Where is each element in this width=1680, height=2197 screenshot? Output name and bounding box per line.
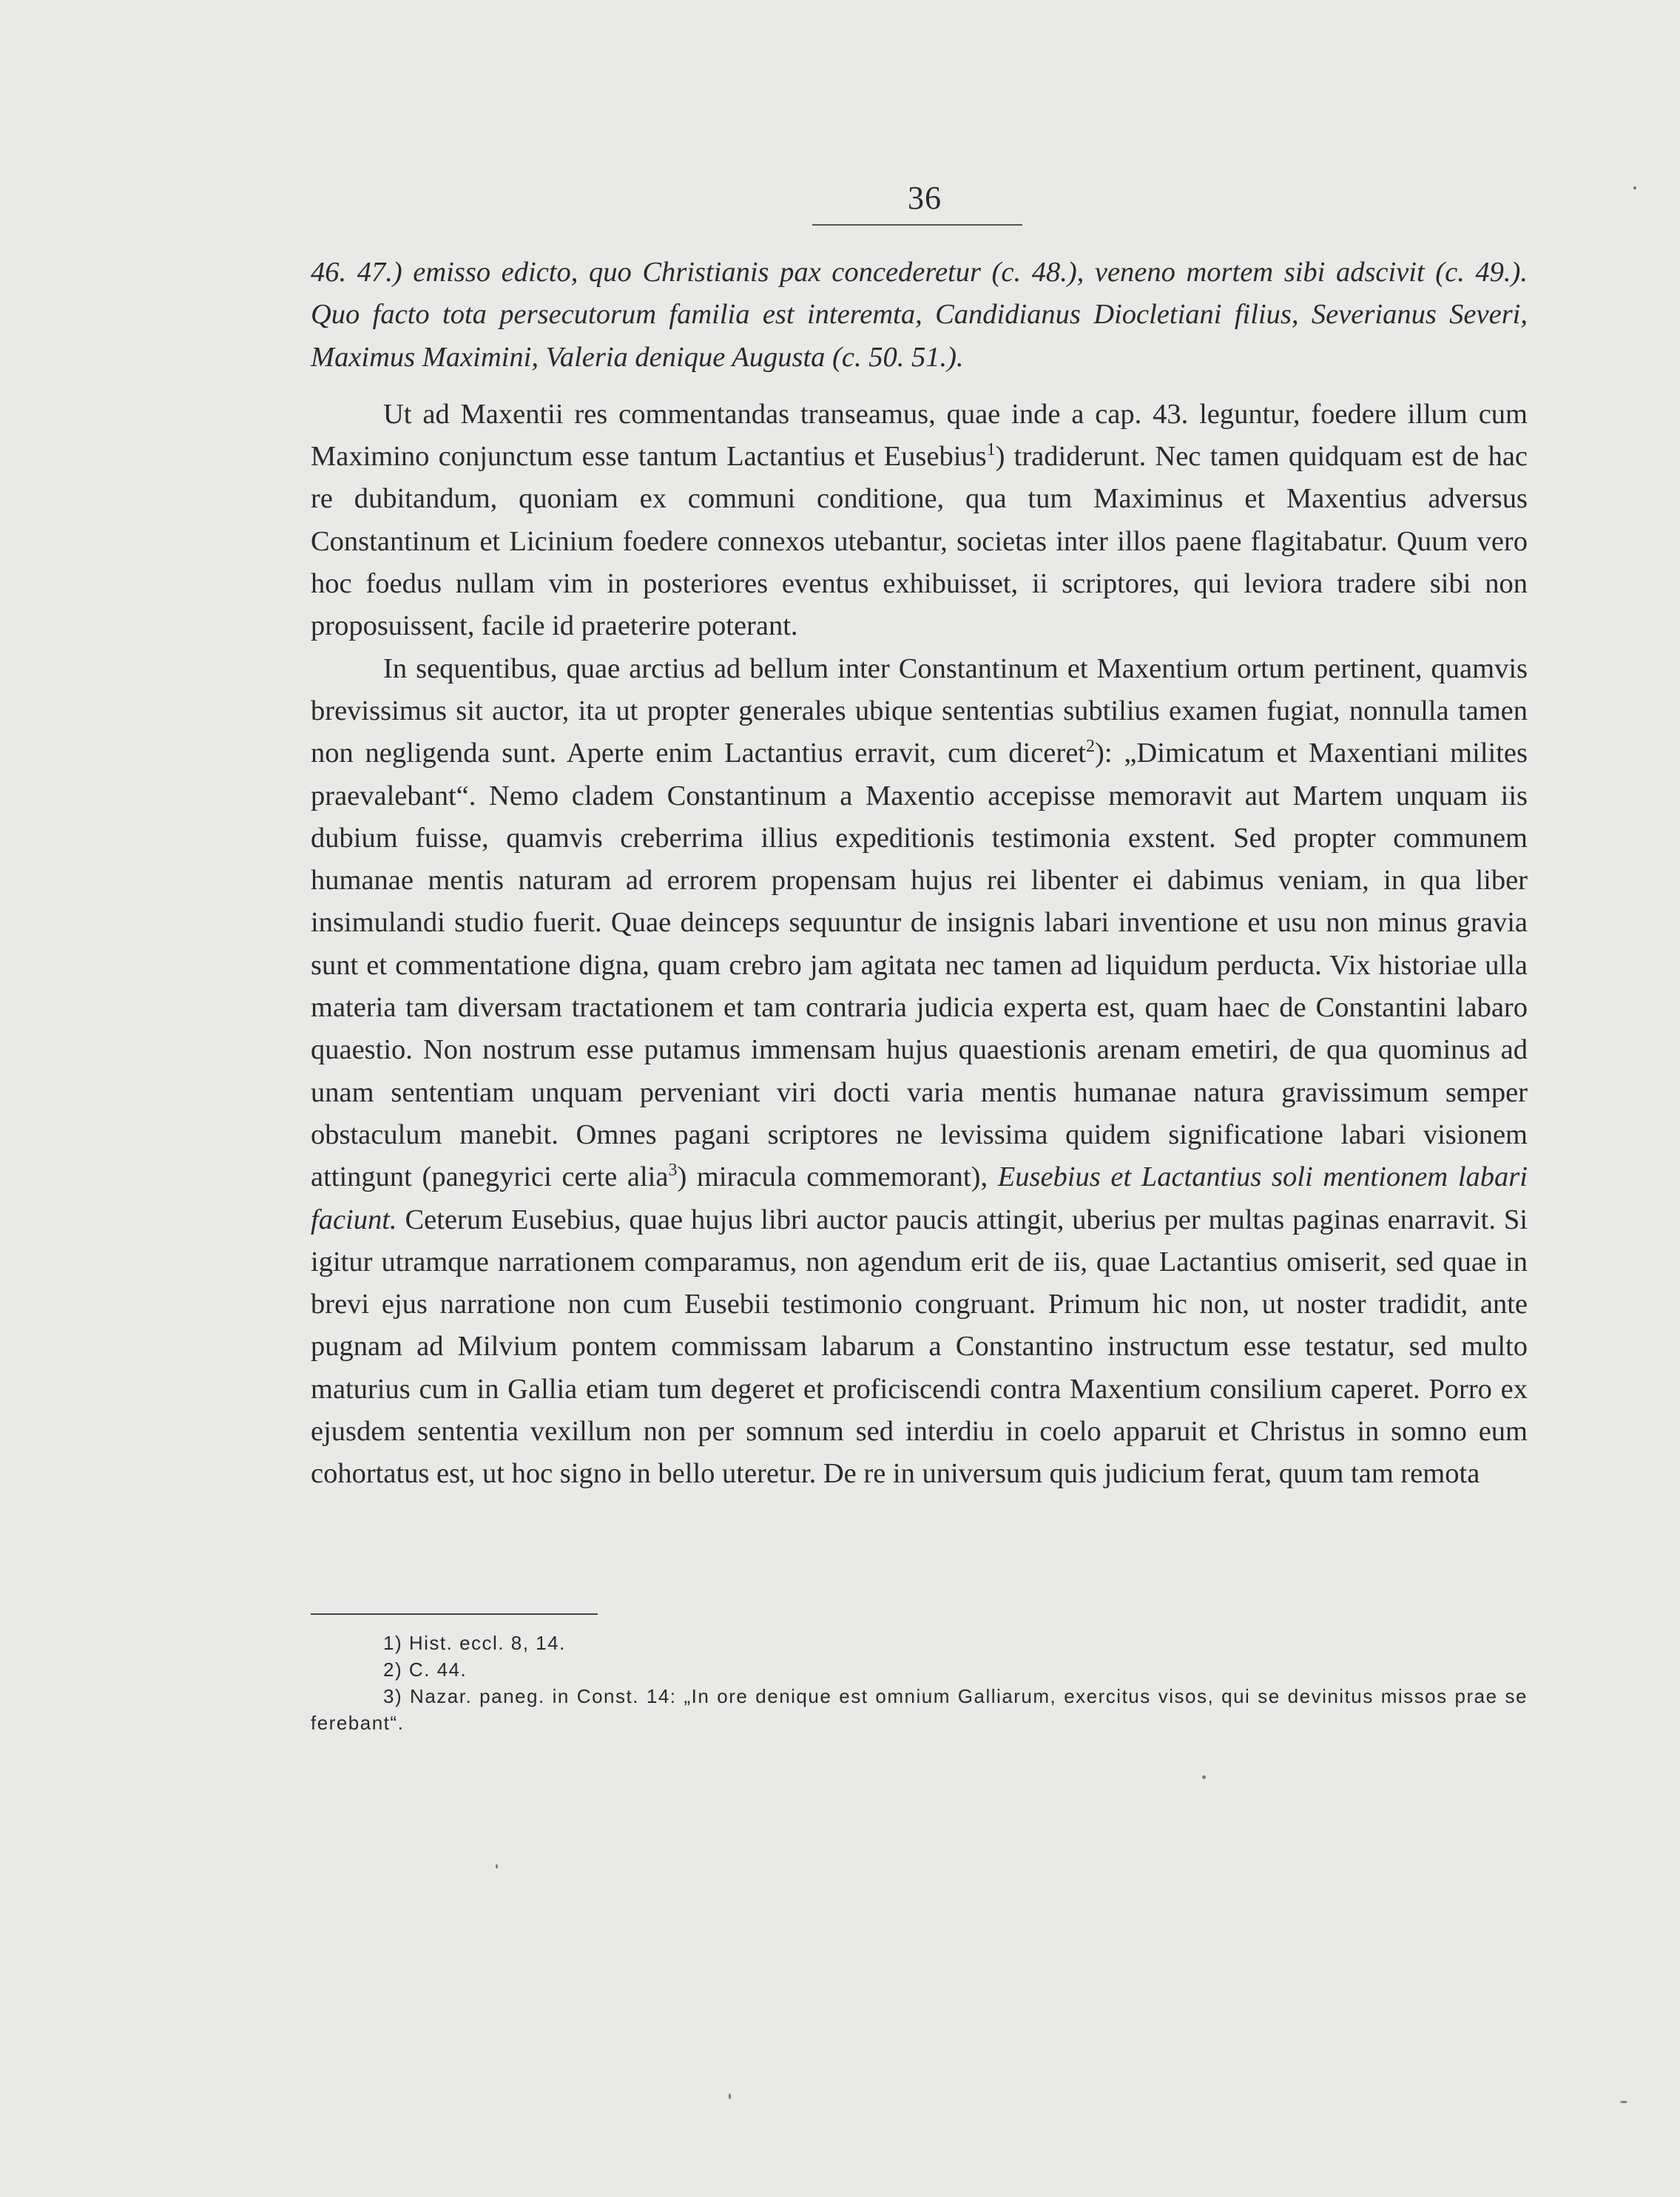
paragraph-3-text-c: ) miracula commemorant), — [677, 1161, 998, 1193]
header-rule — [812, 224, 1022, 226]
paragraph-1: 46. 47.) emisso edicto, quo Christianis pax concederetur (c. 48.), veneno mortem sibi adscivit (c. 49.). Quo facto tota persecutorum familia est interemta, Candidianus Diocletiani filius, Severianus Severi, Maximus Maximini, Valeria denique Augusta (c. 50. 51.). — [311, 257, 1528, 373]
paragraph-2-text-a: Ut ad Maxentii res commentandas transeamus, quae inde a cap. 43. leguntur, foedere illum cum Maximino conjunctum esse tantum Lactantius et Eusebius — [311, 398, 1528, 473]
paper-speck — [496, 1864, 498, 1869]
footnote-ref-3[interactable]: 3 — [668, 1161, 678, 1181]
footnote-ref-1[interactable]: 1 — [986, 440, 996, 460]
paragraph-3-text-a: In sequentibus, quae arctius ad bellum inter Constantinum et Maxentium ortum pertinent, quamvis brevissimus sit auctor, ita ut propter generales ubique sententias subtilius examen fugiat, nonnulla tamen non negligenda sunt. Aperte enim Lactantius erravit, cum diceret — [311, 652, 1528, 769]
paper-speck — [1620, 2101, 1627, 2103]
paragraph-3-italic: Eusebius et Lactantius soli mentionem labari faciunt. — [311, 1161, 1528, 1235]
paper-speck — [1202, 1775, 1206, 1779]
footnote-2: 2) C. 44. — [383, 1658, 468, 1681]
footnote-1: 1) Hist. eccl. 8, 14. — [383, 1632, 566, 1654]
paper-speck — [1633, 186, 1636, 189]
paragraph-3-text-b: ): „Dimicatum et Maxentiani milites praevalebant“. Nemo cladem Constantinum a Maxentio accepisse memoravit aut Martem unquam iis dubium fuisse, quamvis creberrima illius expeditionis testimonia exstent. Sed propter communem humanae mentis naturam ad errorem propensam hujus rei libenter ei dabimus veniam, in qua liber insimulandi studio fuerit. Quae deinceps sequuntur de insignis labari inventione et usu non minus gravia sunt et commentatione digna, quam crebro jam agitata nec tamen ad liquidum perducta. Vix historiae ulla materia tam diversam tractationem et tam contraria judicia experta est, quam haec de Constantini labaro quaestio. Non nostrum esse putamus immensam hujus quaestionis arenam emetiri, de qua quominus ad unam sententiam unquam perveniant viri docti varia mentis humanae natura gravissimum semper obstaculum manebit. Omnes pagani scriptores ne levissima quidem significatione labari visionem attingunt (panegyrici certe alia — [311, 738, 1528, 1193]
paragraph-2 — [311, 394, 1528, 648]
page-number: 36 — [908, 180, 942, 216]
body-text — [311, 252, 1528, 1496]
paper-speck — [729, 2093, 731, 2099]
footnote-rule — [311, 1613, 598, 1615]
footnotes — [311, 1630, 1528, 1736]
footnote-ref-2[interactable]: 2 — [1086, 737, 1095, 757]
paragraph-3 — [311, 648, 1528, 1496]
footnote-3: 3) Nazar. paneg. in Const. 14: „In ore denique est omnium Galliarum, exercitus visos, qui se devinitus missos prae se ferebant“. — [311, 1685, 1528, 1734]
paragraph-2-text-b: ) tradiderunt. Nec tamen quidquam est de hac re dubitandum, quoniam ex communi conditione, qua tum Maximinus et Maxentius adversus Constantinum et Licinium foedere connexos utebantur, societas inter illos paene flagitabatur. Quum vero hoc foedus nullam vim in posteriores eventus exhibuisset, ii scriptores, qui leviora tradere sibi non proposuissent, facile id praeterire poterant. — [311, 441, 1528, 642]
paragraph-3-text-d: Ceterum Eusebius, quae hujus libri auctor paucis attingit, uberius per multas paginas enarravit. Si igitur utramque narrationem comparamus, non agendum erit de iis, quae Lactantius omiserit, sed quae in brevi ejus narratione non cum Eusebii testimonio congruant. Primum hic non, ut noster tradidit, ante pugnam ad Milvium pontem commissam labarum a Constantino instructum esse testatur, sed multo maturius cum in Gallia etiam tum degeret et proficiscendi contra Maxentium consilium caperet. Porro ex ejusdem sententia vexillum non per somnum sed interdiu in coelo apparuit et Christus in somno eum cohortatus est, ut hoc signo in bello uteretur. De re in universum quis judicium ferat, quum tam remota — [311, 1204, 1528, 1490]
